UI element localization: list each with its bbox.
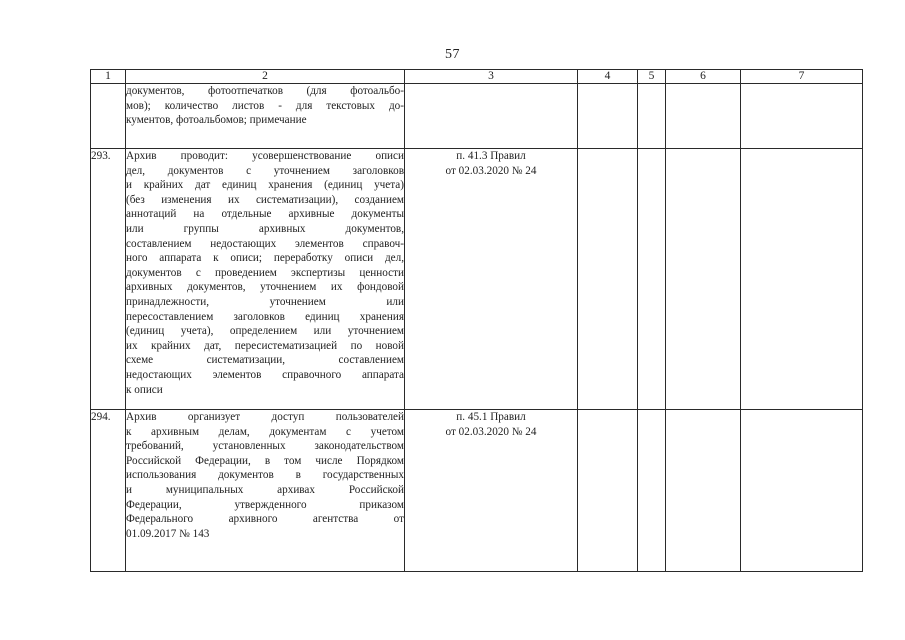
description-line: (без изменения их систематизации), созданием: [126, 193, 404, 206]
row-number: 293.: [91, 149, 126, 410]
description-line: их крайних дат, пересистематизацией по новой: [126, 339, 404, 352]
description-line: использования документов в государственных: [126, 469, 404, 482]
row-cell-4: [578, 149, 638, 410]
page-number: 57: [445, 47, 460, 62]
row-cell-6: [666, 84, 741, 149]
reference-line: п. 45.1 Правил: [456, 411, 526, 423]
table-row: [91, 410, 863, 572]
column-header-3: 3: [405, 70, 578, 84]
description-line: аннотаций на отдельные архивные документы: [126, 208, 404, 221]
row-cell-5: [638, 84, 666, 149]
row-description: [126, 149, 405, 410]
row-cell-6: [666, 410, 741, 572]
reference-line: от 02.03.2020 № 24: [445, 164, 537, 177]
regulation-table: [90, 69, 863, 572]
description-line: 01.09.2017 № 143: [126, 527, 210, 540]
column-header-4: 4: [578, 70, 638, 84]
column-header-1: 1: [91, 70, 126, 84]
description-line: кументов, фотоальбомов; примечание: [126, 114, 307, 127]
description-line: требований, установленных законодательством: [126, 440, 404, 453]
description-line: к описи: [126, 383, 163, 396]
row-cell-4: [578, 410, 638, 572]
description-line: документов, фотоотпечатков (для фотоальбо-: [126, 85, 404, 97]
description-line: составлением недостающих элементов справоч-: [126, 237, 404, 250]
column-header-6: 6: [666, 70, 741, 84]
row-number: [91, 84, 126, 149]
reference-line: п. 41.3 Правил: [456, 150, 526, 162]
description-line: к архивным делам, документам с учетом: [126, 425, 404, 438]
table-header-row: [91, 70, 863, 84]
row-reference: [405, 410, 578, 572]
description-line: дел, документов с уточнением заголовков: [126, 164, 404, 177]
description-line: или группы архивных документов,: [126, 222, 404, 235]
row-cell-5: [638, 149, 666, 410]
description-line: пересоставлением заголовков единиц хранения: [126, 310, 404, 323]
description-line: Российской Федерации, в том числе Порядком: [126, 454, 404, 467]
table-row: [91, 84, 863, 149]
row-description: [126, 410, 405, 572]
description-line: (единиц учета), определением или уточнением: [126, 325, 404, 338]
description-line: архивных документов, уточнением их фондовой: [126, 281, 404, 294]
description-line: Архив организует доступ пользователей: [126, 411, 404, 423]
description-line: документов с проведением экспертизы ценности: [126, 266, 404, 279]
description-line: Архив проводит: усовершенствование описи: [126, 150, 404, 162]
row-reference: [405, 149, 578, 410]
reference-line: от 02.03.2020 № 24: [445, 425, 537, 438]
description-line: Федерации, утвержденного приказом: [126, 498, 404, 511]
description-line: ного аппарата к описи; переработку описи дел,: [126, 252, 404, 265]
description-line: Федерального архивного агентства от: [126, 513, 404, 526]
column-header-5: 5: [638, 70, 666, 84]
row-description: [126, 84, 405, 149]
table-row: [91, 149, 863, 410]
row-number: 294.: [91, 410, 126, 572]
row-cell-7: [741, 410, 863, 572]
column-header-7: 7: [741, 70, 863, 84]
column-header-2: 2: [126, 70, 405, 84]
description-line: схеме систематизации, составлением: [126, 354, 404, 367]
description-line: принадлежности, уточнением или: [126, 295, 404, 308]
row-cell-5: [638, 410, 666, 572]
description-line: недостающих элементов справочного аппарата: [126, 368, 404, 381]
row-cell-7: [741, 84, 863, 149]
row-cell-4: [578, 84, 638, 149]
row-reference: [405, 84, 578, 149]
row-cell-7: [741, 149, 863, 410]
description-line: мов); количество листов - для текстовых до-: [126, 99, 404, 112]
description-line: и крайних дат единиц хранения (единиц учета): [126, 179, 404, 192]
description-line: и муниципальных архивах Российской: [126, 483, 404, 496]
row-cell-6: [666, 149, 741, 410]
